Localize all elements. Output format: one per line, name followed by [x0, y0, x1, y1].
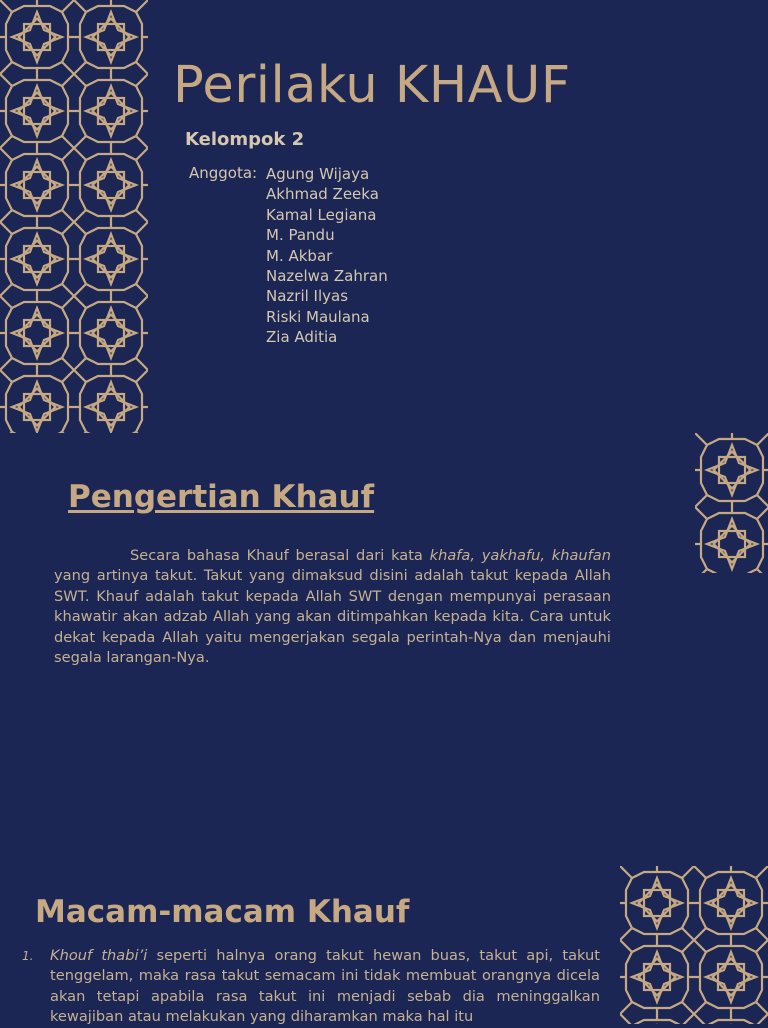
- members-list: [266, 164, 388, 348]
- list-number: 1.: [22, 949, 34, 963]
- member-name: Zia Aditia: [266, 328, 338, 347]
- slide-definition: [0, 433, 768, 866]
- paragraph-text: Secara bahasa Khauf berasal dari kata: [130, 547, 430, 564]
- group-label: Kelompok 2: [185, 129, 305, 150]
- member-name: Nazelwa Zahran: [266, 267, 388, 286]
- list-item-italic-text: Khouf thabi’i: [50, 947, 148, 964]
- slide-types: [0, 866, 768, 1024]
- member-name: M. Akbar: [266, 246, 333, 265]
- list-item-text: [50, 946, 600, 1028]
- islamic-pattern-decoration: [620, 866, 768, 1024]
- slide-title-text: Perilaku KHAUF: [173, 56, 571, 115]
- member-name: Agung Wijaya: [266, 165, 370, 183]
- member-name: Nazril Ilyas: [266, 287, 349, 306]
- paragraph-text: yang artinya takut. Takut yang dimaksud disini adalah takut kepada Allah SWT. Khauf adalah takut kepada Allah SWT dengan mempunyai perasaan khawatir akan adzab Allah yang akan ditimpahkan kepada kita. Cara untuk dekat kepada Allah yaitu mengerjakan segala perintah-Nya dan menjauhi segala larangan-Nya.: [54, 567, 611, 667]
- islamic-pattern-decoration: [695, 433, 768, 573]
- member-name: Riski Maulana: [266, 307, 370, 326]
- paragraph-italic-text: khafa, yakhafu, khaufan: [429, 547, 611, 564]
- list-item-body: seperti halnya orang takut hewan buas, takut api, takut tenggelam, maka rasa takut semacam ini tidak membuat orangnya dicela akan tetapi apabila rasa takut ini menjadi sebab dia meninggalkan kewajiban atau melakukan yang diharamkan maka hal itu: [50, 947, 600, 1026]
- section-heading: Pengertian Khauf: [68, 479, 375, 515]
- definition-paragraph: [54, 546, 611, 668]
- member-name: Akhmad Zeeka: [266, 185, 379, 204]
- numbered-list-item: [22, 946, 600, 1028]
- member-name: Kamal Legiana: [266, 205, 377, 224]
- islamic-pattern-decoration: [0, 0, 148, 433]
- member-name: M. Pandu: [266, 226, 335, 245]
- members-label: Anggota:: [189, 164, 258, 182]
- slide-title: [0, 0, 768, 433]
- section-heading: Macam-macam Khauf: [35, 894, 410, 930]
